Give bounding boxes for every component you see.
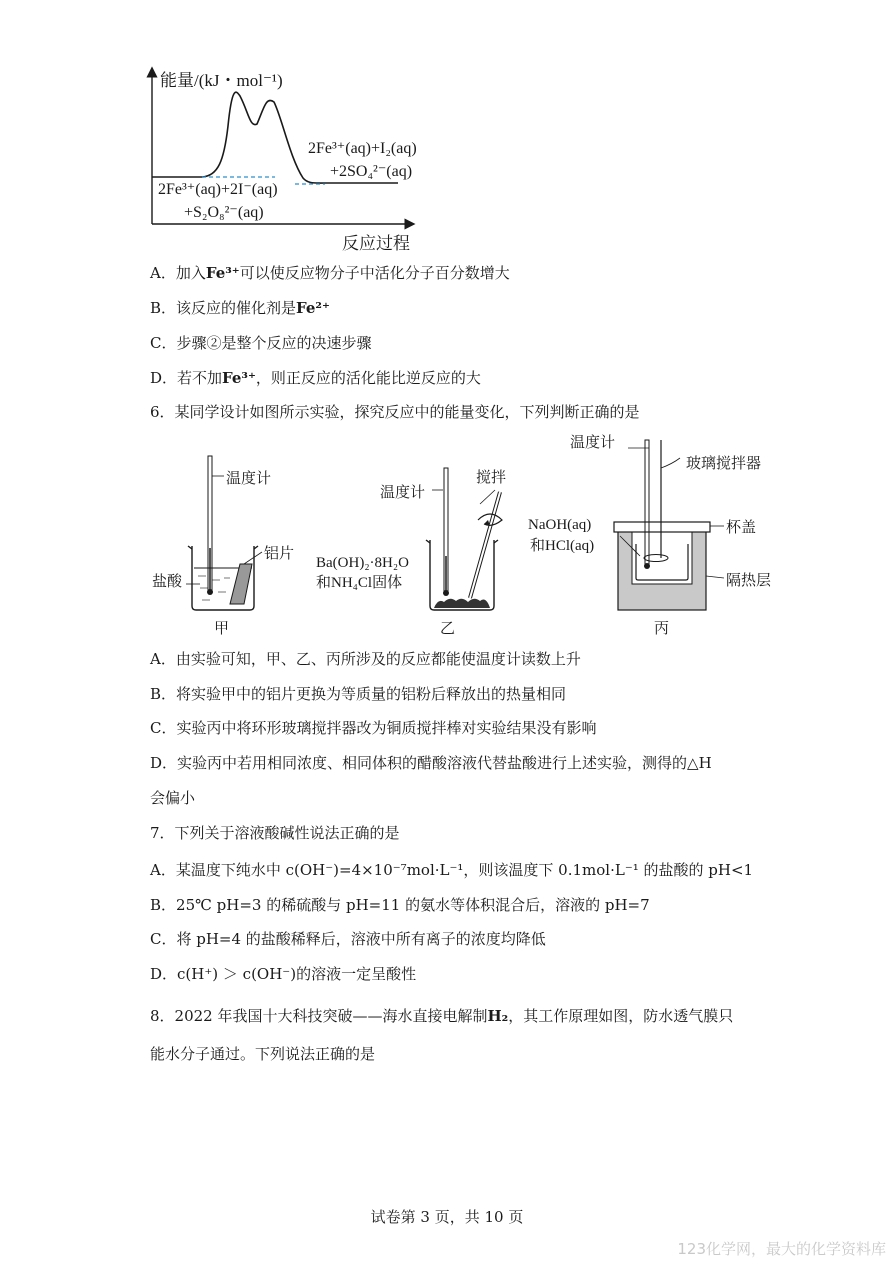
apparatus-yi — [316, 468, 506, 637]
q6-option-d-cont: 会偏小 — [150, 789, 196, 807]
apparatus-bing — [528, 433, 771, 637]
q6-stem: 6．某同学设计如图所示实验，探究反应中的能量变化，下列判断正确的是 — [150, 403, 640, 421]
svg-text:盐酸: 盐酸 — [152, 574, 183, 590]
svg-text:温度计: 温度计 — [570, 435, 616, 451]
svg-text:搅拌: 搅拌 — [476, 470, 507, 486]
q7-option-d: D．c(H⁺) ＞ c(OH⁻)的溶液一定呈酸性 — [150, 965, 417, 983]
q7-option-c: C．将 pH=4 的盐酸稀释后，溶液中所有离子的浓度均降低 — [150, 930, 546, 948]
q8-stem-line1: 8．2022 年我国十大科技突破——海水直接电解制H₂，其工作原理如图，防水透气膜只 — [150, 1007, 734, 1025]
q6-option-d: D．实验丙中若用相同浓度、相同体积的醋酸溶液代替盐酸进行上述实验，测得的△H — [150, 754, 712, 772]
page-footer: 试卷第 3 页，共 10 页 — [370, 1208, 524, 1226]
energy-profile-diagram — [140, 66, 450, 256]
svg-text:温度计: 温度计 — [226, 471, 272, 487]
q6-apparatus-figure — [140, 428, 790, 643]
products-label-line1: 2Fe³⁺(aq)+I₂(aq) — [308, 140, 417, 157]
q6-option-c: C．实验丙中将环形玻璃搅拌器改为铜质搅拌棒对实验结果没有影响 — [150, 719, 597, 737]
svg-text:和HCl(aq): 和HCl(aq) — [530, 538, 595, 554]
svg-text:玻璃搅拌器: 玻璃搅拌器 — [686, 456, 762, 472]
y-axis-label: 能量/(kJ・mol⁻¹) — [160, 71, 283, 90]
products-label-line2: +2SO₄²⁻(aq) — [330, 163, 413, 180]
svg-text:铝片: 铝片 — [264, 546, 295, 562]
svg-text:温度计: 温度计 — [380, 485, 426, 501]
q7-option-b: B．25℃ pH=3 的稀硫酸与 pH=11 的氨水等体积混合后，溶液的 pH=7 — [150, 896, 650, 914]
svg-text:隔热层: 隔热层 — [726, 573, 772, 589]
q8-stem-line2: 能水分子通过。下列说法正确的是 — [150, 1045, 376, 1063]
svg-text:NaOH(aq): NaOH(aq) — [528, 517, 592, 533]
q6-option-b: B．将实验甲中的铝片更换为等质量的铝粉后释放出的热量相同 — [150, 685, 567, 703]
q5-option-b: B．该反应的催化剂是Fe²⁺ — [150, 299, 330, 317]
q5-option-d: D．若不加Fe³⁺，则正反应的活化能比逆反应的大 — [150, 369, 481, 387]
svg-text:Ba(OH)₂·8H₂O: Ba(OH)₂·8H₂O — [316, 555, 409, 571]
reactants-label-line2: +S₂O₈²⁻(aq) — [184, 204, 264, 221]
watermark: 123化学网，最大的化学资料库 — [677, 1240, 886, 1258]
svg-text:乙: 乙 — [440, 621, 456, 637]
cup-lid — [614, 522, 710, 532]
x-axis-label: 反应过程 — [342, 234, 410, 253]
reactants-label-line1: 2Fe³⁺(aq)+2I⁻(aq) — [158, 181, 278, 198]
apparatus-jia — [152, 456, 294, 637]
q5-option-a: A．加入Fe³⁺可以使反应物分子中活化分子百分数增大 — [150, 264, 510, 282]
q7-option-a: A．某温度下纯水中 c(OH⁻)=4×10⁻⁷mol·L⁻¹，则该温度下 0.1mol·L⁻¹ 的盐酸的 pH<1 — [150, 861, 754, 879]
aluminum-strip — [230, 564, 252, 604]
q6-option-a: A．由实验可知，甲、乙、丙所涉及的反应都能使温度计读数上升 — [150, 650, 581, 668]
q5-option-c: C．步骤②是整个反应的决速步骤 — [150, 334, 372, 352]
q7-stem: 7．下列关于溶液酸碱性说法正确的是 — [150, 824, 400, 842]
svg-text:丙: 丙 — [654, 621, 670, 637]
svg-text:杯盖: 杯盖 — [726, 520, 757, 536]
svg-text:甲: 甲 — [214, 621, 230, 637]
svg-text:和NH₄Cl固体: 和NH₄Cl固体 — [316, 575, 403, 591]
